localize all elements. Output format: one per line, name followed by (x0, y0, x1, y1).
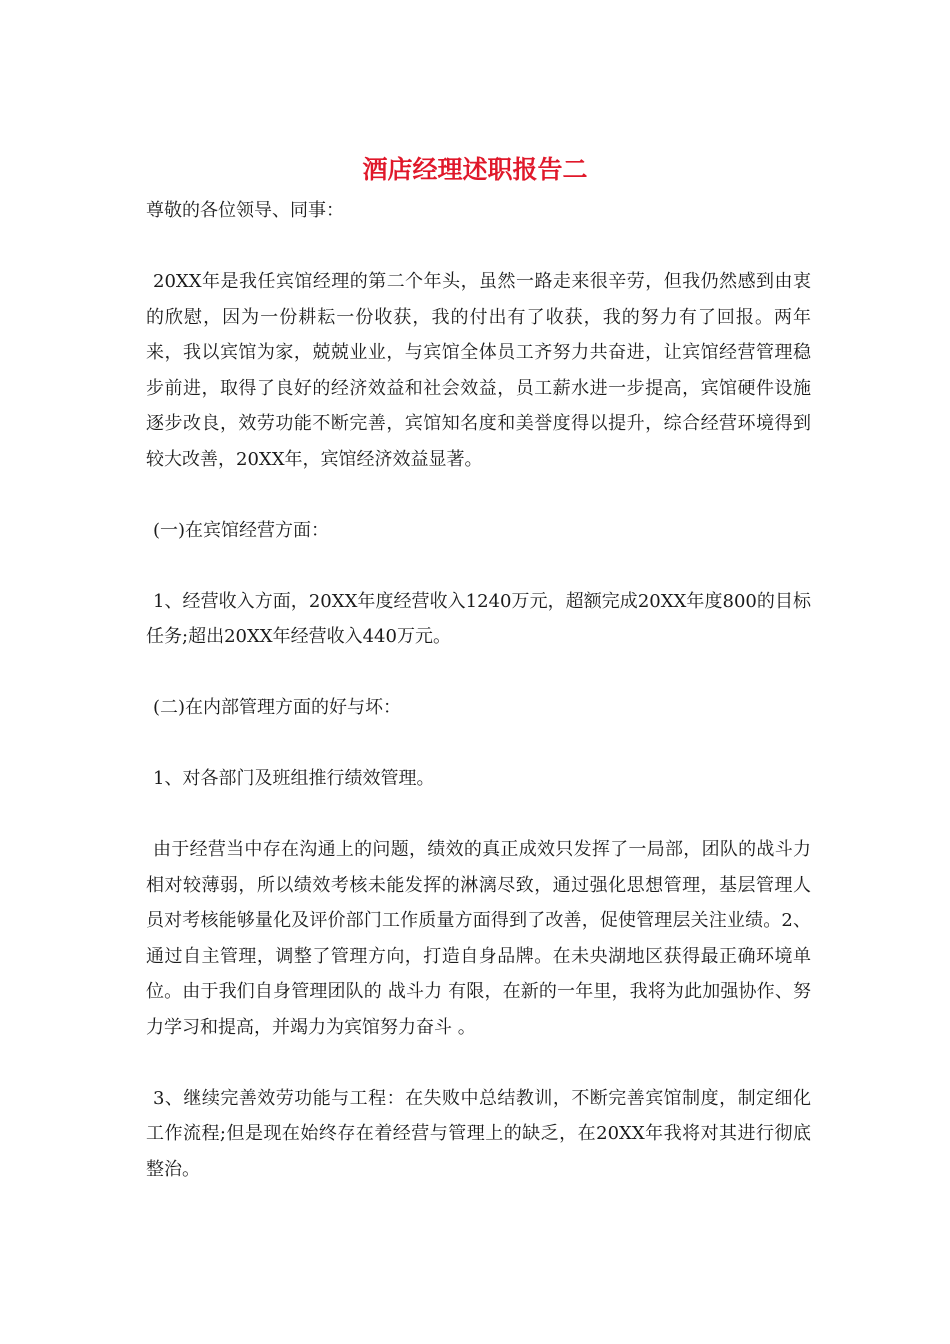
section-heading-management: (二)在内部管理方面的好与坏： (153, 697, 402, 718)
document-body (146, 193, 811, 1187)
paragraph-spacer (146, 726, 811, 762)
paragraph-spacer (146, 477, 811, 513)
document-title: 酒店经理述职报告二 (362, 155, 588, 184)
paragraph-spacer (146, 1045, 811, 1081)
paragraph-spacer (146, 797, 811, 833)
paragraph-improvement: 3、继续完善效劳功能与工程：在失败中总结教训，不断完善宾馆制度，制定细化工作流程;但是现在始终存在着经营与管理上的缺乏，在20XX年我将对其进行彻底整治。 (146, 1087, 811, 1180)
paragraph-spacer (146, 229, 811, 265)
paragraph-performance: 1、对各部门及班组推行绩效管理。 (153, 768, 435, 789)
paragraph-revenue: 1、经营收入方面，20XX年度经营收入1240万元，超额完成20XX年度800的目标任务;超出20XX年经营收入440万元。 (146, 590, 811, 647)
paragraph-spacer (146, 548, 811, 584)
paragraph-spacer (146, 655, 811, 691)
paragraph-intro: 20XX年是我任宾馆经理的第二个年头，虽然一路走来很辛劳，但我仍然感到由衷的欣慰，因为一份耕耘一份收获，我的付出有了收获，我的努力有了回报。两年来，我以宾馆为家，兢兢业业，与宾馆全体员工齐努力共奋进，让宾馆经营管理稳步前进，取得了良好的经济效益和社会效益，员工薪水进一步提高，宾馆硬件设施逐步改良，效劳功能不断完善，宾馆知名度和美誉度得以提升，综合经营环境得到较大改善，20XX年，宾馆经济效益显著。 (146, 271, 811, 470)
paragraph-communication: 由于经营当中存在沟通上的问题，绩效的真正成效只发挥了一局部，团队的战斗力相对较薄弱，所以绩效考核未能发挥的淋漓尽致，通过强化思想管理，基层管理人员对考核能够量化及评价部门工作质量方面得到了改善，促使管理层关注业绩。2、通过自主管理，调整了管理方向，打造自身品牌。在未央湖地区获得最正确环境单位。由于我们自身管理团队的 战斗力 有限，在新的一年里，我将为此加强协作、努力学习和提高，并竭力为宾馆努力奋斗 。 (146, 839, 811, 1038)
section-heading-operations: (一)在宾馆经营方面： (153, 519, 330, 541)
greeting: 尊敬的各位领导、同事： (146, 200, 344, 221)
